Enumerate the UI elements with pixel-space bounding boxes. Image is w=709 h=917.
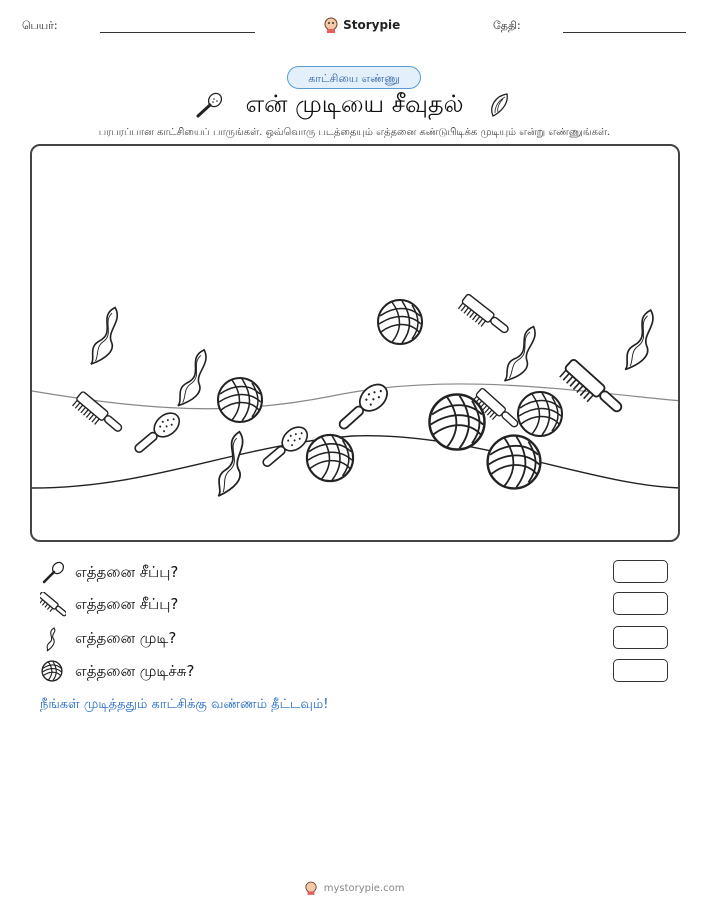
hair-bun bbox=[378, 300, 422, 344]
comb bbox=[71, 391, 124, 439]
hairbrush-icon bbox=[194, 91, 224, 119]
footer-url[interactable]: mystorypie.com bbox=[323, 883, 405, 894]
coloring-note: நீங்கள் முடித்ததும் காட்சிக்கு வண்ணம் தீட்டவும்! bbox=[40, 697, 329, 712]
hairbrush-icon bbox=[40, 560, 66, 586]
answer-box[interactable] bbox=[613, 626, 668, 649]
hairbrush bbox=[258, 422, 312, 472]
question-row bbox=[40, 626, 680, 652]
hair-strand bbox=[625, 307, 655, 372]
question-row bbox=[40, 659, 680, 685]
hair-strand bbox=[177, 347, 208, 410]
hair-bun bbox=[430, 395, 485, 450]
hair-bun bbox=[218, 378, 262, 422]
hair-bun bbox=[518, 392, 562, 436]
name-line[interactable] bbox=[100, 32, 255, 33]
hairbrush bbox=[130, 408, 184, 458]
hair-strand-icon bbox=[485, 91, 515, 119]
instructions: பரபரப்பான காட்சியைப் பாருங்கள். ஒவ்வொரு படத்தையும் எத்தனை கண்டுபிடிக்க முடியும் என்று எண்ணுங்கள். bbox=[98, 127, 611, 138]
question-label: எத்தனை சீப்பு? bbox=[75, 595, 179, 613]
hair-strand bbox=[504, 323, 538, 386]
question-label: எத்தனை சீப்பு? bbox=[75, 563, 179, 581]
brand-logo bbox=[324, 14, 400, 32]
date-label: தேதி: bbox=[493, 19, 521, 32]
comb-icon bbox=[40, 592, 66, 618]
brand-name: Storypie bbox=[343, 18, 401, 32]
comb bbox=[457, 294, 511, 341]
scene-illustration bbox=[32, 146, 680, 542]
name-label: பெயர்: bbox=[22, 19, 58, 32]
ground-wave bbox=[32, 436, 680, 488]
hair-bun bbox=[307, 435, 353, 481]
question-row bbox=[40, 560, 680, 586]
storypie-mascot-icon bbox=[324, 17, 338, 33]
answer-box[interactable] bbox=[613, 560, 668, 583]
background-wave bbox=[32, 384, 680, 409]
page-title-row bbox=[0, 90, 709, 121]
footer bbox=[0, 881, 709, 895]
storypie-mascot-icon bbox=[305, 881, 317, 895]
hair-bun-icon bbox=[40, 659, 66, 685]
hair-bun bbox=[488, 436, 541, 489]
hair-strand bbox=[90, 305, 119, 367]
page-title: என் முடியை சீவுதல் bbox=[245, 90, 464, 118]
activity-badge: காட்சியை எண்ணு bbox=[287, 66, 421, 89]
question-row bbox=[40, 592, 680, 618]
hair-strand bbox=[218, 430, 244, 498]
hairbrush bbox=[333, 379, 392, 435]
hair-strand-icon bbox=[40, 626, 66, 652]
date-line[interactable] bbox=[563, 32, 686, 33]
answer-box[interactable] bbox=[613, 659, 668, 682]
question-label: எத்தனை முடி? bbox=[75, 629, 177, 647]
question-label: எத்தனை முடிச்சு? bbox=[75, 662, 195, 680]
answer-box[interactable] bbox=[613, 592, 668, 615]
seek-and-count-scene bbox=[30, 144, 680, 542]
